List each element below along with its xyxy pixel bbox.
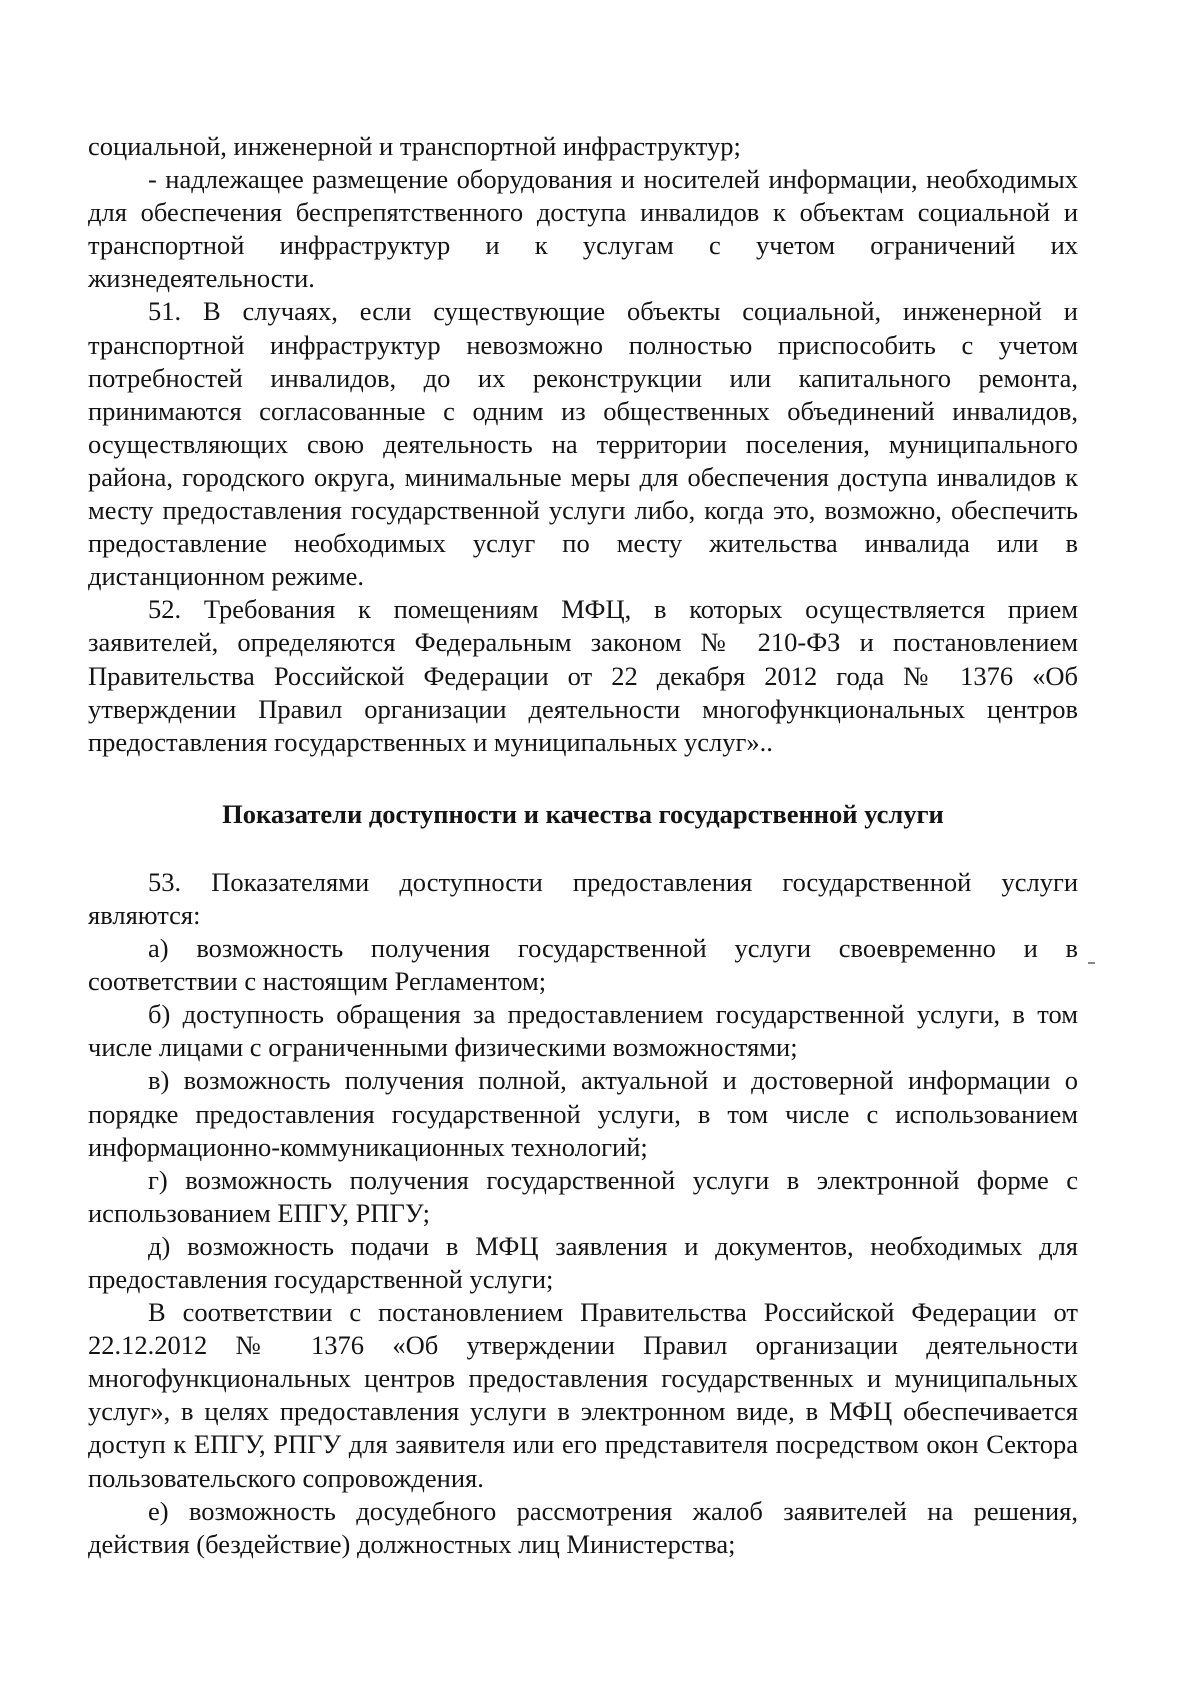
document-page (88, 130, 1078, 1561)
paragraph: социальной, инженерной и транспортной инфраструктур; (88, 131, 741, 161)
list-item-e: е) возможность досудебного рассмотрения жалоб заявителей на решения, действия (бездействие) должностных лиц Министерства; (88, 1495, 1078, 1559)
scan-mark (1088, 962, 1095, 964)
list-item-d: д) возможность подачи в МФЦ заявления и документов, необходимых для предоставления государственной услуги; (88, 1230, 1078, 1294)
paragraph: - надлежащее размещение оборудования и носителей информации, необходимых для обеспечения беспрепятственного доступа инвалидов к объектам социальной и транспортной инфраструктур и к услугам с учетом ограничений их жизнедеятельности. (88, 164, 1078, 294)
list-item-g: г) возможность получения государственной услуги в электронной форме с использованием ЕПГУ, РПГУ; (88, 1164, 1078, 1228)
paragraph-53: 53. Показателями доступности предоставления государственной услуги являются: (88, 866, 1078, 930)
list-item-a: а) возможность получения государственной услуги своевременно и в соответствии с настоящим Регламентом; (88, 933, 1078, 997)
paragraph-51: 51. В случаях, если существующие объекты социальной, инженерной и транспортной инфраструктур невозможно полностью приспособить с учетом потребностей инвалидов, до их реконструкции или капитального ремонта, принимаются согласованные с одним из общественных объединений инвалидов, осуществляющих свою деятельность на территории поселения, муниципального района, городского округа, минимальные меры для обеспечения доступа инвалидов к месту предоставления государственной услуги либо, когда это, возможно, обеспечить предоставление необходимых услуг по месту жительства инвалида или в дистанционном режиме. (88, 296, 1078, 592)
spacer (88, 759, 1078, 798)
list-item-b: б) доступность обращения за предоставлением государственной услуги, в том числе лицами с ограниченными физическими возможностями; (88, 999, 1078, 1063)
bottom-section (88, 866, 1078, 1561)
section-heading: Показатели доступности и качества государственной услуги (222, 798, 944, 829)
spacer (88, 831, 1078, 866)
top-section (88, 130, 1078, 759)
list-item-v: в) возможность получения полной, актуальной и достоверной информации о порядке предоставления государственной услуги, в том числе с использованием информационно-коммуникационных технологий; (88, 1065, 1078, 1162)
paragraph-52: 52. Требования к помещениям МФЦ, в которых осуществляется прием заявителей, определяются Федеральным законом № 210-ФЗ и постановлением Правительства Российской Федерации от 22 декабря 2012 года № 1376 «Об утверждении Правил организации деятельности многофункциональных центров предоставления государственных и муниципальных услуг».. (88, 594, 1078, 757)
paragraph: В соответствии с постановлением Правительства Российской Федерации от 22.12.2012 № 1376 «Об утверждении Правил организации деятельности многофункциональных центров предоставления государственных и муниципальных услуг», в целях предоставления услуги в электронном виде, в МФЦ обеспечивается доступ к ЕПГУ, РПГУ для заявителя или его представителя посредством окон Сектора пользовательского сопровождения. (88, 1297, 1078, 1493)
